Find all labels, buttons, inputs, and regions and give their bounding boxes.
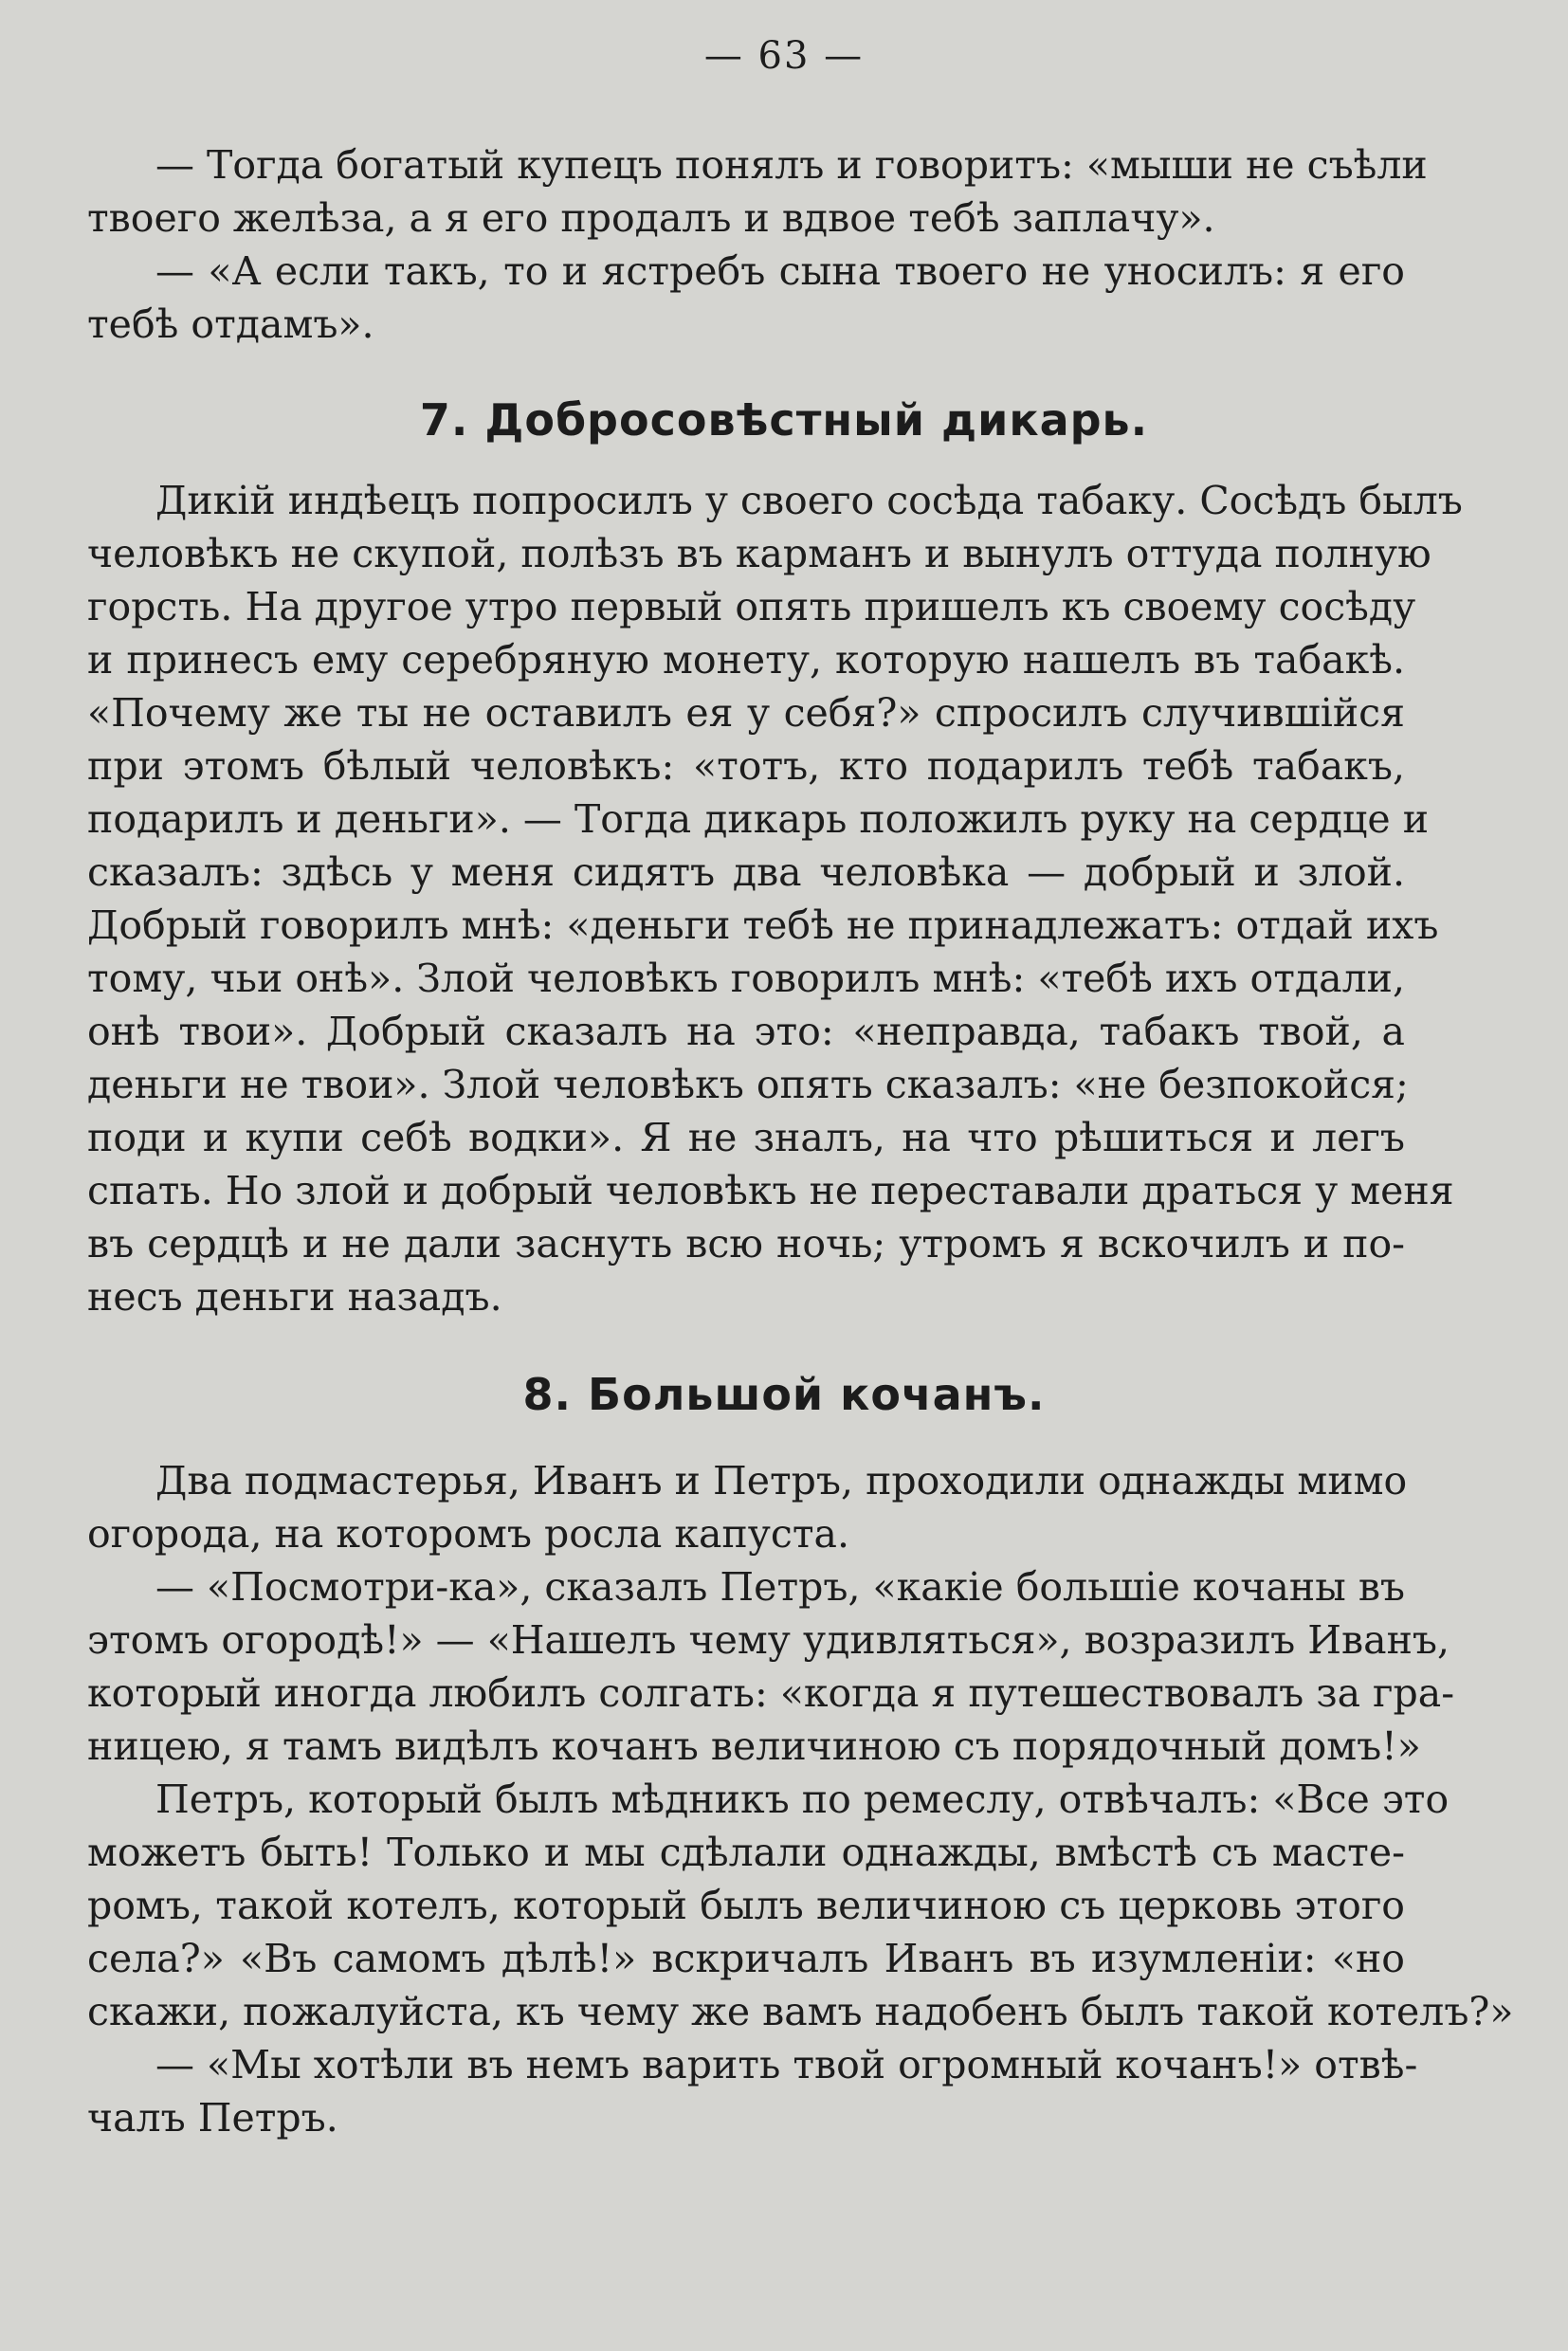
text-line: Два подмастерья, Иванъ и Петръ, проходили однажды мимо <box>155 1458 1408 1504</box>
text-line: поди и купи себѣ водки». Я не зналъ, на что рѣшиться и легъ <box>87 1115 1405 1160</box>
text-line: — «А если такъ, то и ястребъ сына твоего не уносилъ: я его <box>155 248 1405 294</box>
text-line: чалъ Петръ. <box>87 2095 338 2141</box>
text-line: который иногда любилъ солгать: «когда я путешествовалъ за гра- <box>87 1670 1455 1716</box>
text-line: спать. Но злой и добрый человѣкъ не переставали драться у меня <box>87 1168 1454 1213</box>
text-line: Дикій индѣецъ попросилъ у своего сосѣда табаку. Сосѣдъ былъ <box>155 478 1463 523</box>
text-line: огорода, на которомъ росла капуста. <box>87 1511 850 1557</box>
text-line: при этомъ бѣлый человѣкъ: «тотъ, кто подарилъ тебѣ табакъ, <box>87 743 1405 789</box>
text-line: можетъ быть! Только и мы сдѣлали однажды, вмѣстѣ съ масте- <box>87 1830 1405 1875</box>
story-ending-paragraphs <box>87 138 1428 351</box>
section-heading-7: 7. Добросовѣстный дикарь. <box>419 394 1149 446</box>
text-line: тебѣ отдамъ». <box>87 301 374 347</box>
text-line: деньги не твои». Злой человѣкъ опять сказалъ: «не безпокойся; <box>87 1062 1409 1107</box>
text-line: этомъ огородѣ!» — «Нашелъ чему удивляться», возразилъ Иванъ, <box>87 1617 1450 1663</box>
text-line: — «Мы хотѣли въ немъ варить твой огромный кочанъ!» отвѣ- <box>155 2042 1418 2087</box>
text-line: ницею, я тамъ видѣлъ кочанъ величиною съ порядочный домъ!» <box>87 1723 1421 1769</box>
page-number: — 63 — <box>703 34 865 78</box>
text-line: твоего желѣза, а я его продалъ и вдвое тебѣ заплачу». <box>87 195 1215 241</box>
section-7-paragraph <box>87 474 1463 1323</box>
text-line: Петръ, который былъ мѣдникъ по ремеслу, отвѣчалъ: «Все это <box>155 1777 1449 1822</box>
text-line: подарилъ и деньги». — Тогда дикарь положилъ руку на сердце и <box>87 796 1430 842</box>
text-line: сказалъ: здѣсь у меня сидятъ два человѣка — добрый и злой. <box>87 849 1405 895</box>
text-line: — Тогда богатый купецъ понялъ и говоритъ: «мыши не съѣли <box>155 142 1428 188</box>
section-8-paragraph <box>87 1454 1514 2144</box>
text-line: тому, чьи онѣ». Злой человѣкъ говорилъ мнѣ: «тебѣ ихъ отдали, <box>87 956 1405 1001</box>
text-line: скажи, пожалуйста, къ чему же вамъ надобенъ былъ такой котелъ?» <box>87 1989 1514 2034</box>
text-line: несъ деньги назадъ. <box>87 1274 502 1320</box>
text-line: и принесъ ему серебряную монету, которую нашелъ въ табакѣ. <box>87 637 1405 683</box>
text-line: ромъ, такой котелъ, который былъ величиною съ церковь этого <box>87 1883 1405 1928</box>
text-line: «Почему же ты не оставилъ ея у себя?» спросилъ случившійся <box>87 690 1405 736</box>
text-line: Добрый говорилъ мнѣ: «деньги тебѣ не принадлежатъ: отдай ихъ <box>87 902 1439 948</box>
text-line: въ сердцѣ и не дали заснуть всю ночь; утромъ я вскочилъ и по- <box>87 1221 1405 1267</box>
section-heading-8: 8. Большой кочанъ. <box>522 1369 1046 1420</box>
text-line: — «Посмотри-ка», сказалъ Петръ, «какіе большіе кочаны въ <box>155 1564 1405 1610</box>
text-line: человѣкъ не скупой, полѣзъ въ карманъ и вынулъ оттуда полную <box>87 531 1431 576</box>
text-line: села?» «Въ самомъ дѣлѣ!» вскричалъ Иванъ въ изумленіи: «но <box>87 1936 1405 1981</box>
text-line: онѣ твои». Добрый сказалъ на это: «неправда, табакъ твой, а <box>87 1009 1405 1054</box>
text-line: горсть. На другое утро первый опять пришелъ къ своему сосѣду <box>87 584 1416 629</box>
